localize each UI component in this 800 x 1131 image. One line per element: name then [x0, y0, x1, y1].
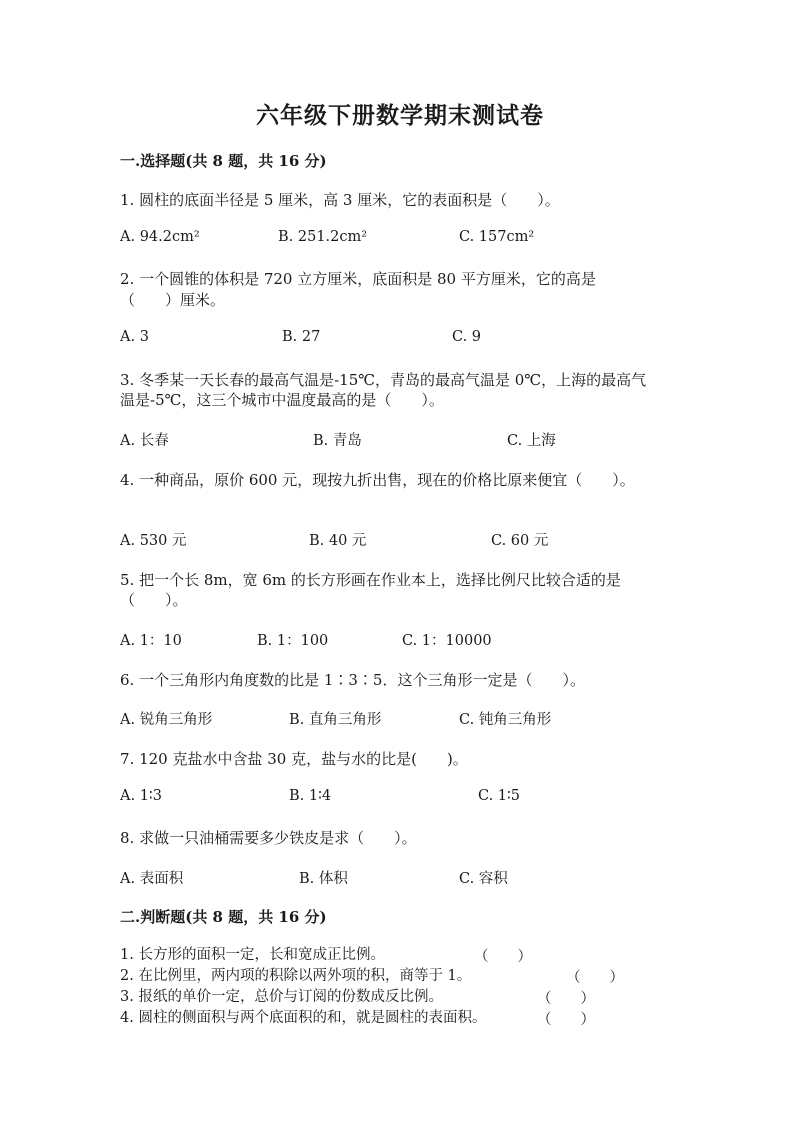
answer-parentheses: （ ） [537, 991, 595, 1007]
option-a: A. 表面积 [120, 871, 184, 887]
section-heading-choice: 一.选择题(共 8 题，共 16 分) [120, 152, 327, 170]
option-b: B. 40 元 [309, 533, 367, 549]
option-c: C. 1∶5 [478, 788, 521, 804]
question-text: 6. 一个三角形内角度数的比是 1∶3∶5．这个三角形一定是（ ）。 [120, 671, 585, 689]
option-b: B. 1∶4 [289, 788, 332, 804]
option-b: B. 体积 [299, 871, 348, 887]
option-c: C. 容积 [459, 871, 508, 887]
judgement-text: 3. 报纸的单价一定，总价与订阅的份数成反比例。 [120, 989, 443, 1005]
judgement-text: 4. 圆柱的侧面积与两个底面积的和，就是圆柱的表面积。 [120, 1010, 487, 1026]
option-c: C. 60 元 [491, 533, 549, 549]
option-b: B. 1：100 [257, 633, 329, 649]
option-a: A. 长春 [120, 433, 169, 449]
option-a: A. 锐角三角形 [120, 712, 213, 728]
option-b: B. 直角三角形 [289, 712, 382, 728]
option-a: A. 1：10 [120, 633, 182, 649]
question-text-continued: 温是-5℃，这三个城市中温度最高的是（ ）。 [120, 391, 444, 409]
judgement-text: 2. 在比例里，两内项的积除以两外项的积，商等于 1。 [120, 968, 472, 984]
option-b: B. 27 [282, 329, 321, 345]
judgement-text: 1. 长方形的面积一定，长和宽成正比例。 [120, 947, 385, 963]
question-text-continued: （ ）厘米。 [120, 291, 226, 309]
question-text-continued: （ ）。 [120, 591, 188, 609]
option-c: C. 9 [452, 329, 482, 345]
question-text: 2. 一个圆锥的体积是 720 立方厘米，底面积是 80 平方厘米，它的高是 [120, 270, 596, 288]
question-text: 7. 120 克盐水中含盐 30 克，盐与水的比是( )。 [120, 750, 468, 768]
option-a: A. 94.2cm² [120, 229, 200, 245]
question-text: 8. 求做一只油桶需要多少铁皮是求（ ）。 [120, 829, 417, 847]
answer-parentheses: （ ） [474, 949, 532, 965]
option-c: C. 157cm² [459, 229, 535, 245]
section-heading-judgement: 二.判断题(共 8 题，共 16 分) [120, 908, 327, 926]
question-text: 3. 冬季某一天长春的最高气温是-15℃，青岛的最高气温是 0℃，上海的最高气 [120, 371, 647, 389]
page-title: 六年级下册数学期末测试卷 [256, 102, 544, 129]
answer-parentheses: （ ） [537, 1012, 595, 1028]
option-a: A. 530 元 [120, 533, 187, 549]
question-text: 1. 圆柱的底面半径是 5 厘米，高 3 厘米，它的表面积是（ ）。 [120, 191, 560, 209]
option-a: A. 3 [120, 329, 149, 345]
option-c: C. 1：10000 [402, 633, 492, 649]
option-c: C. 上海 [507, 433, 556, 449]
option-b: B. 青岛 [313, 433, 362, 449]
option-b: B. 251.2cm² [278, 229, 368, 245]
option-a: A. 1∶3 [120, 788, 162, 804]
answer-parentheses: （ ） [566, 970, 624, 986]
question-text: 5. 把一个长 8m，宽 6m 的长方形画在作业本上，选择比例尺比较合适的是 [120, 571, 621, 589]
option-c: C. 钝角三角形 [459, 712, 552, 728]
question-text: 4. 一种商品，原价 600 元，现按九折出售，现在的价格比原来便宜（ ）。 [120, 471, 635, 489]
